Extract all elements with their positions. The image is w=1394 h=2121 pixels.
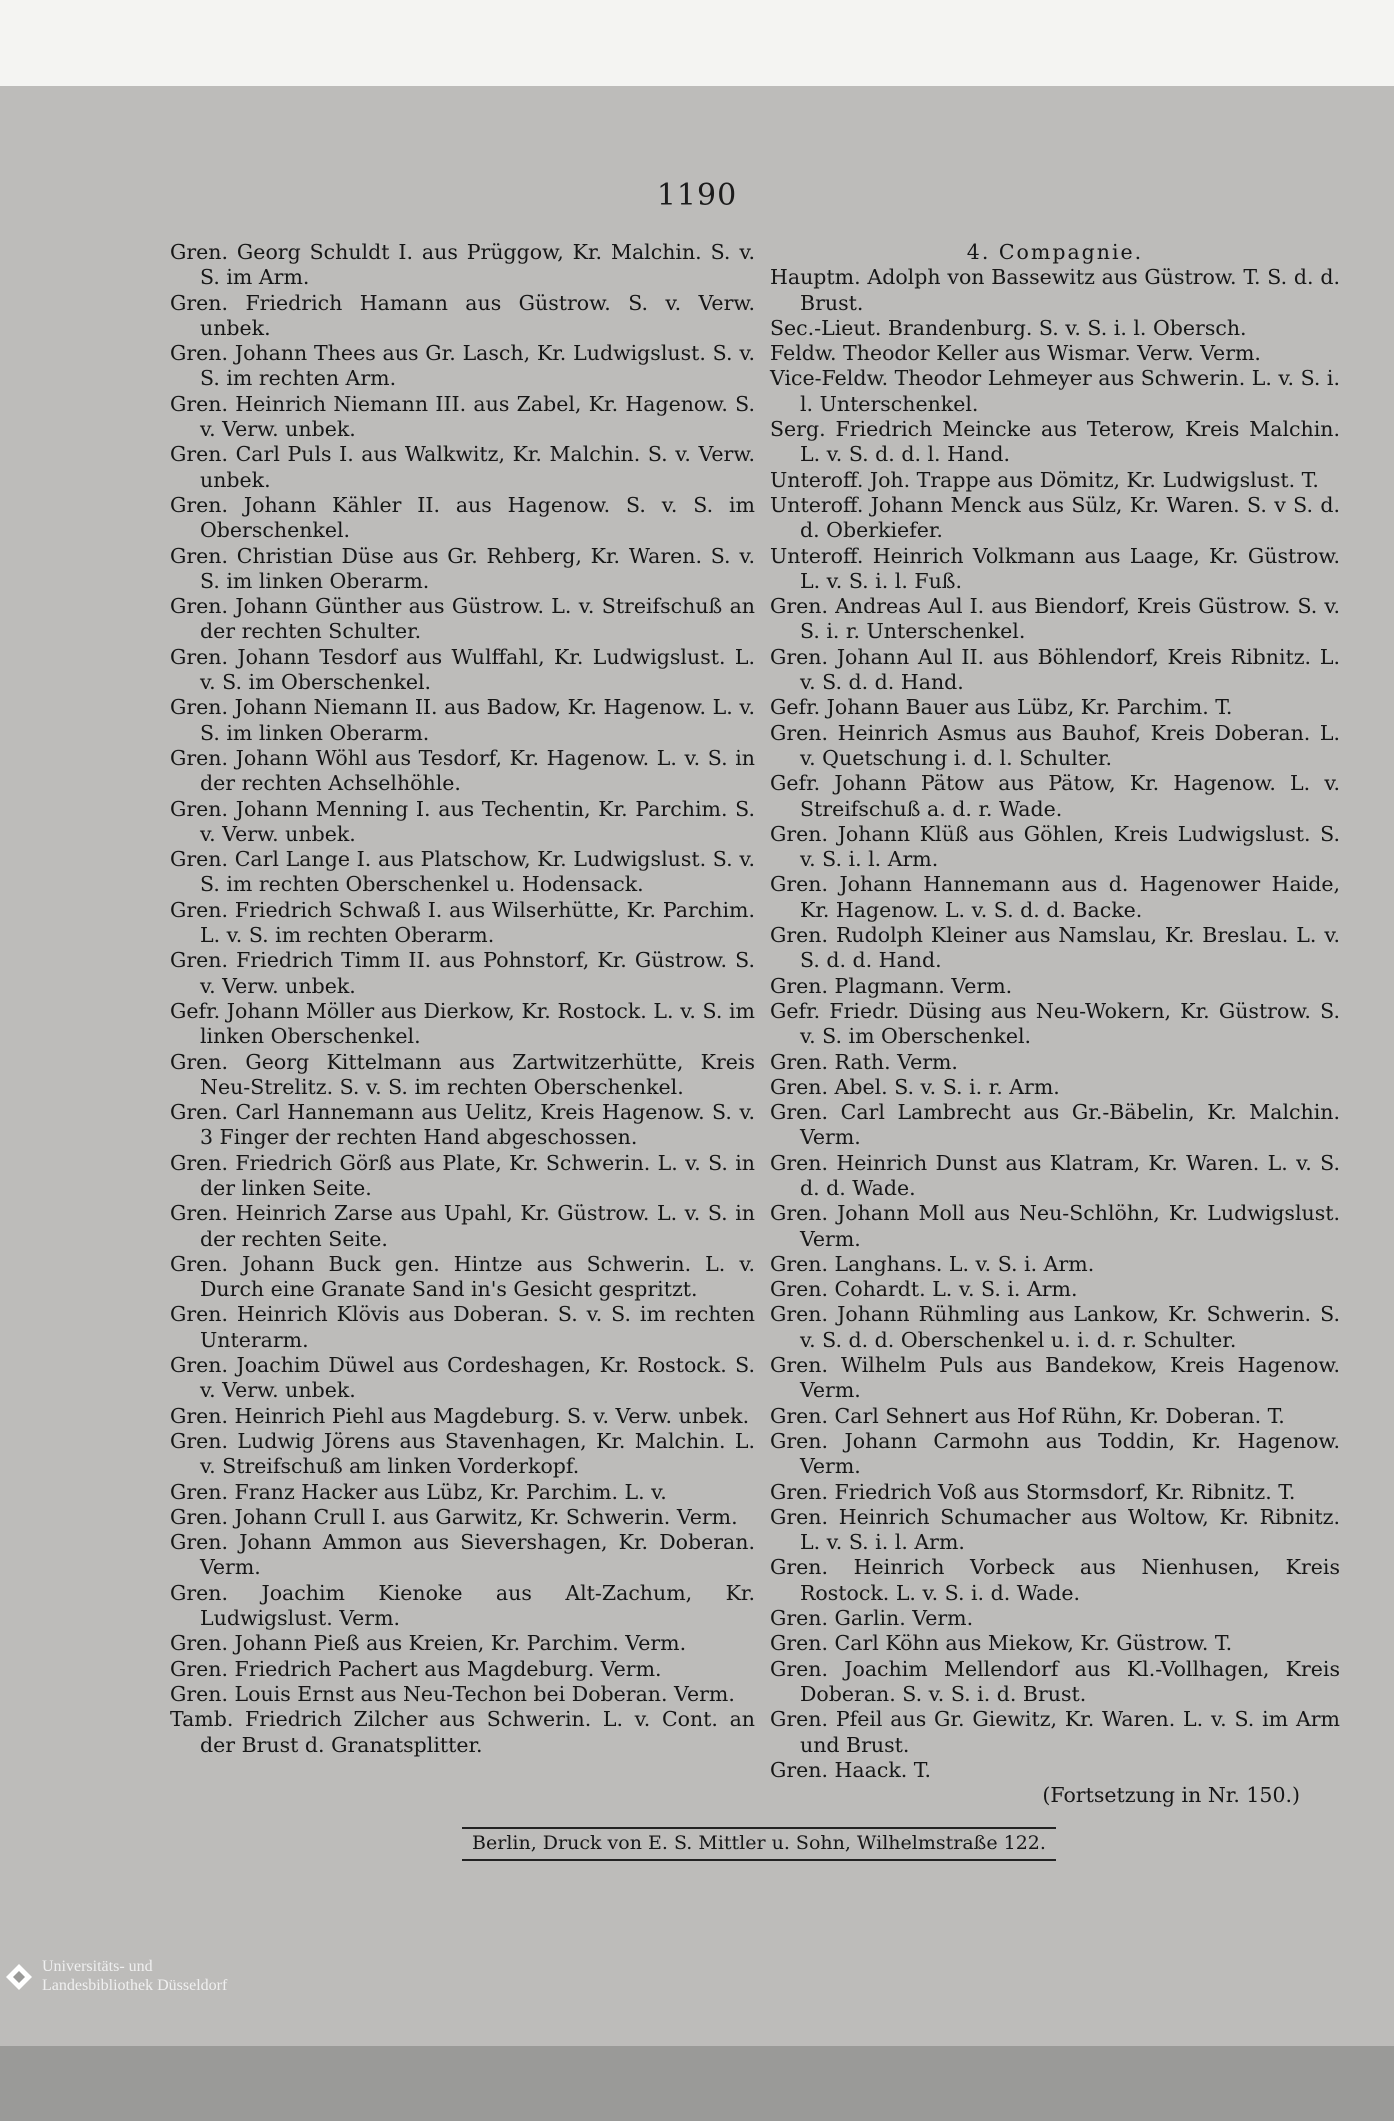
casualty-entry: Gren. Carl Hannemann aus Uelitz, Kreis Hagenow. S. v. 3 Finger der rechten Hand abgeschossen. [170,1100,755,1150]
casualty-entry: Gren. Carl Lange I. aus Platschow, Kr. Ludwigslust. S. v. S. im rechten Oberschenkel u. Hodensack. [170,847,755,897]
imprint-rule-top [462,1827,1056,1829]
imprint-rule-bottom [462,1859,1056,1861]
casualty-entry: Gren. Johann Tesdorf aus Wulffahl, Kr. Ludwigslust. L. v. S. im Oberschenkel. [170,644,755,695]
continued-note: (Fortsetzung in Nr. 150.) [1042,1783,1300,1808]
casualty-entry: Gren. Friedrich Timm II. aus Pohnstorf, Kr. Güstrow. S. v. Verw. unbek. [170,948,755,998]
casualty-entry: Gren. Heinrich Schumacher aus Woltow, Kr. Ribnitz. L. v. S. i. l. Arm. [770,1504,1340,1555]
casualty-entry: Gefr. Johann Bauer aus Lübz, Kr. Parchim. T. [770,695,1233,720]
casualty-entry: Serg. Friedrich Meincke aus Teterow, Kreis Malchin. L. v. S. d. d. l. Hand. [770,417,1340,467]
casualty-entry: Gren. Georg Kittelmann aus Zartwitzerhütte, Kreis Neu-Strelitz. S. v. S. im rechten Oberschenkel. [170,1049,755,1099]
casualty-entry: Gren. Friedrich Hamann aus Güstrow. S. v. Verw. unbek. [170,290,755,340]
printer-imprint: Berlin, Druck von E. S. Mittler u. Sohn, Wilhelmstraße 122. [472,1832,1046,1854]
casualty-entry: Gren. Johann Ammon aus Sievershagen, Kr. Doberan. Verm. [170,1530,755,1580]
casualty-entry: Gren. Johann Wöhl aus Tesdorf, Kr. Hagenow. L. v. S. in der rechten Achselhöhle. [170,745,755,796]
casualty-entry: Gren. Heinrich Asmus aus Bauhof, Kreis Doberan. L. v. Quetschung i. d. l. Schulter. [770,720,1340,770]
casualty-entry: Unteroff. Johann Menck aus Sülz, Kr. Waren. S. v S. d. d. Oberkiefer. [770,492,1340,543]
casualty-entry: Gren. Johann Menning I. aus Techentin, Kr. Parchim. S. v. Verw. unbek. [170,796,755,846]
casualty-entry: Gefr. Johann Möller aus Dierkow, Kr. Rostock. L. v. S. im linken Oberschenkel. [170,998,755,1049]
casualty-entry: Gren. Heinrich Klövis aus Doberan. S. v. S. im rechten Unterarm. [170,1302,755,1352]
casualty-entry: Gren. Joachim Kienoke aus Alt-Zachum, Kr. Ludwigslust. Verm. [170,1580,755,1631]
casualty-entry: Vice-Feldw. Theodor Lehmeyer aus Schwerin. L. v. S. i. l. Unterschenkel. [770,366,1340,416]
casualty-entry: Gren. Haack. T. [770,1757,931,1782]
casualty-entry: Gren. Ludwig Jörens aus Stavenhagen, Kr. Malchin. L. v. Streifschuß am linken Vorderkopf. [170,1428,755,1479]
casualty-entry: Gren. Johann Crull I. aus Garwitz, Kr. Schwerin. Verm. [170,1504,738,1529]
casualty-entry: Gren. Johann Carmohn aus Toddin, Kr. Hagenow. Verm. [770,1428,1340,1479]
casualty-entry: Gren. Johann Niemann II. aus Badow, Kr. Hagenow. L. v. S. im linken Oberarm. [170,695,755,745]
casualty-entry: Gren. Abel. S. v. S. i. r. Arm. [770,1074,1060,1099]
casualty-entry: Gren. Pfeil aus Gr. Giewitz, Kr. Waren. L. v. S. im Arm und Brust. [770,1707,1340,1757]
company-heading: 4. Compagnie. [966,240,1144,264]
casualty-entry: Gren. Johann Pieß aus Kreien, Kr. Parchim. Verm. [170,1631,687,1656]
casualty-entry: Gren. Friedrich Pachert aus Magdeburg. Verm. [170,1656,662,1681]
casualty-entry: Gren. Johann Moll aus Neu-Schlöhn, Kr. Ludwigslust. Verm. [770,1201,1340,1251]
casualty-entry: Tamb. Friedrich Zilcher aus Schwerin. L. v. Cont. an der Brust d. Granatsplitter. [170,1707,755,1757]
casualty-entry: Gren. Carl Lambrecht aus Gr.-Bäbelin, Kr. Malchin. Verm. [770,1100,1340,1150]
casualty-entry: Gren. Carl Sehnert aus Hof Rühn, Kr. Doberan. T. [770,1403,1285,1428]
casualty-entry: Gren. Franz Hacker aus Lübz, Kr. Parchim. L. v. [170,1479,667,1504]
casualty-entry: Gren. Johann Thees aus Gr. Lasch, Kr. Ludwigslust. S. v. S. im rechten Arm. [170,341,755,391]
scanned-page [0,86,1394,2046]
casualty-entry: Gren. Friedrich Voß aus Stormsdorf, Kr. Ribnitz. T. [770,1479,1296,1504]
casualty-entry: Gren. Johann Günther aus Güstrow. L. v. Streifschuß an der rechten Schulter. [170,594,755,644]
casualty-entry: Gren. Georg Schuldt I. aus Prüggow, Kr. Malchin. S. v. S. im Arm. [170,240,755,290]
casualty-entry: Gren. Plagmann. Verm. [770,973,1013,998]
casualty-entry: Gren. Wilhelm Puls aus Bandekow, Kreis Hagenow. Verm. [770,1353,1340,1403]
casualty-entry: Gren. Christian Düse aus Gr. Rehberg, Kr. Waren. S. v. S. im linken Oberarm. [170,543,755,593]
casualty-entry: Gren. Johann Kähler II. aus Hagenow. S. v. S. im Oberschenkel. [170,492,755,543]
casualty-entry: Gren. Johann Klüß aus Göhlen, Kreis Ludwigslust. S. v. S. i. l. Arm. [770,821,1340,872]
left-column [170,240,755,1758]
casualty-entry: Feldw. Theodor Keller aus Wismar. Verw. Verm. [770,341,1261,366]
casualty-entry: Gren. Heinrich Zarse aus Upahl, Kr. Güstrow. L. v. S. in der rechten Seite. [170,1201,755,1251]
casualty-entry: Gren. Joachim Düwel aus Cordeshagen, Kr. Rostock. S. v. Verw. unbek. [170,1353,755,1403]
casualty-entry: Gren. Rath. Verm. [770,1049,958,1074]
casualty-entry: Gren. Cohardt. L. v. S. i. Arm. [770,1277,1078,1302]
library-name-line1: Universitäts- und [42,1958,153,1975]
viewer-top-margin [0,0,1394,86]
casualty-entry: Gren. Carl Köhn aus Miekow, Kr. Güstrow. T. [770,1631,1233,1656]
casualty-entry: Sec.-Lieut. Brandenburg. S. v. S. i. l. Obersch. [770,315,1247,340]
library-name-line2: Landesbibliothek Düsseldorf [42,1977,228,1994]
casualty-entry: Gren. Johann Aul II. aus Böhlendorf, Kreis Ribnitz. L. v. S. d. d. Hand. [770,644,1340,695]
casualty-entry: Gren. Heinrich Piehl aus Magdeburg. S. v. Verw. unbek. [170,1403,750,1428]
casualty-entry: Gren. Johann Rühmling aus Lankow, Kr. Schwerin. S. v. S. d. d. Oberschenkel u. i. d. r. Schulter. [770,1302,1340,1352]
casualty-entry: Hauptm. Adolph von Bassewitz aus Güstrow. T. S. d. d. Brust. [770,265,1340,315]
casualty-entry: Gren. Langhans. L. v. S. i. Arm. [770,1251,1095,1276]
casualty-entry: Gren. Joachim Mellendorf aus Kl.-Vollhagen, Kreis Doberan. S. v. S. i. d. Brust. [770,1656,1340,1706]
casualty-entry: Gren. Heinrich Dunst aus Klatram, Kr. Waren. L. v. S. d. d. Wade. [770,1150,1340,1200]
casualty-entry: Gefr. Johann Pätow aus Pätow, Kr. Hagenow. L. v. Streifschuß a. d. r. Wade. [770,771,1340,821]
casualty-entry: Unteroff. Joh. Trappe aus Dömitz, Kr. Ludwigslust. T. [770,467,1319,492]
casualty-entry: Gren. Andreas Aul I. aus Biendorf, Kreis Güstrow. S. v. S. i. r. Unterschenkel. [770,594,1340,644]
casualty-entry: Unteroff. Heinrich Volkmann aus Laage, Kr. Güstrow. L. v. S. i. l. Fuß. [770,543,1340,593]
right-column-entries [770,265,1340,1783]
casualty-entry: Gren. Heinrich Vorbeck aus Nienhusen, Kreis Rostock. L. v. S. i. d. Wade. [770,1555,1340,1605]
casualty-entry: Gren. Johann Buck gen. Hintze aus Schwerin. L. v. Durch eine Granate Sand in's Gesicht gespritzt. [170,1251,755,1302]
casualty-entry: Gren. Friedrich Görß aus Plate, Kr. Schwerin. L. v. S. in der linken Seite. [170,1150,755,1200]
casualty-entry: Gren. Louis Ernst aus Neu-Techon bei Doberan. Verm. [170,1681,735,1706]
casualty-entry: Gren. Friedrich Schwaß I. aus Wilserhütte, Kr. Parchim. L. v. S. im rechten Oberarm. [170,897,755,948]
casualty-entry: Gren. Heinrich Niemann III. aus Zabel, Kr. Hagenow. S. v. Verw. unbek. [170,391,755,442]
right-column [770,240,1340,1808]
page-number: 1190 [656,178,738,213]
casualty-entry: Gren. Johann Hannemann aus d. Hagenower Haide, Kr. Hagenow. L. v. S. d. d. Backe. [770,872,1340,922]
library-watermark [42,1957,227,1995]
library-logo-icon [4,1962,34,1992]
casualty-entry: Gren. Rudolph Kleiner aus Namslau, Kr. Breslau. L. v. S. d. d. Hand. [770,923,1340,973]
casualty-entry: Gren. Carl Puls I. aus Walkwitz, Kr. Malchin. S. v. Verw. unbek. [170,442,755,492]
casualty-entry: Gren. Garlin. Verm. [770,1606,974,1631]
casualty-entry: Gefr. Friedr. Düsing aus Neu-Wokern, Kr. Güstrow. S. v. S. im Oberschenkel. [770,998,1340,1049]
